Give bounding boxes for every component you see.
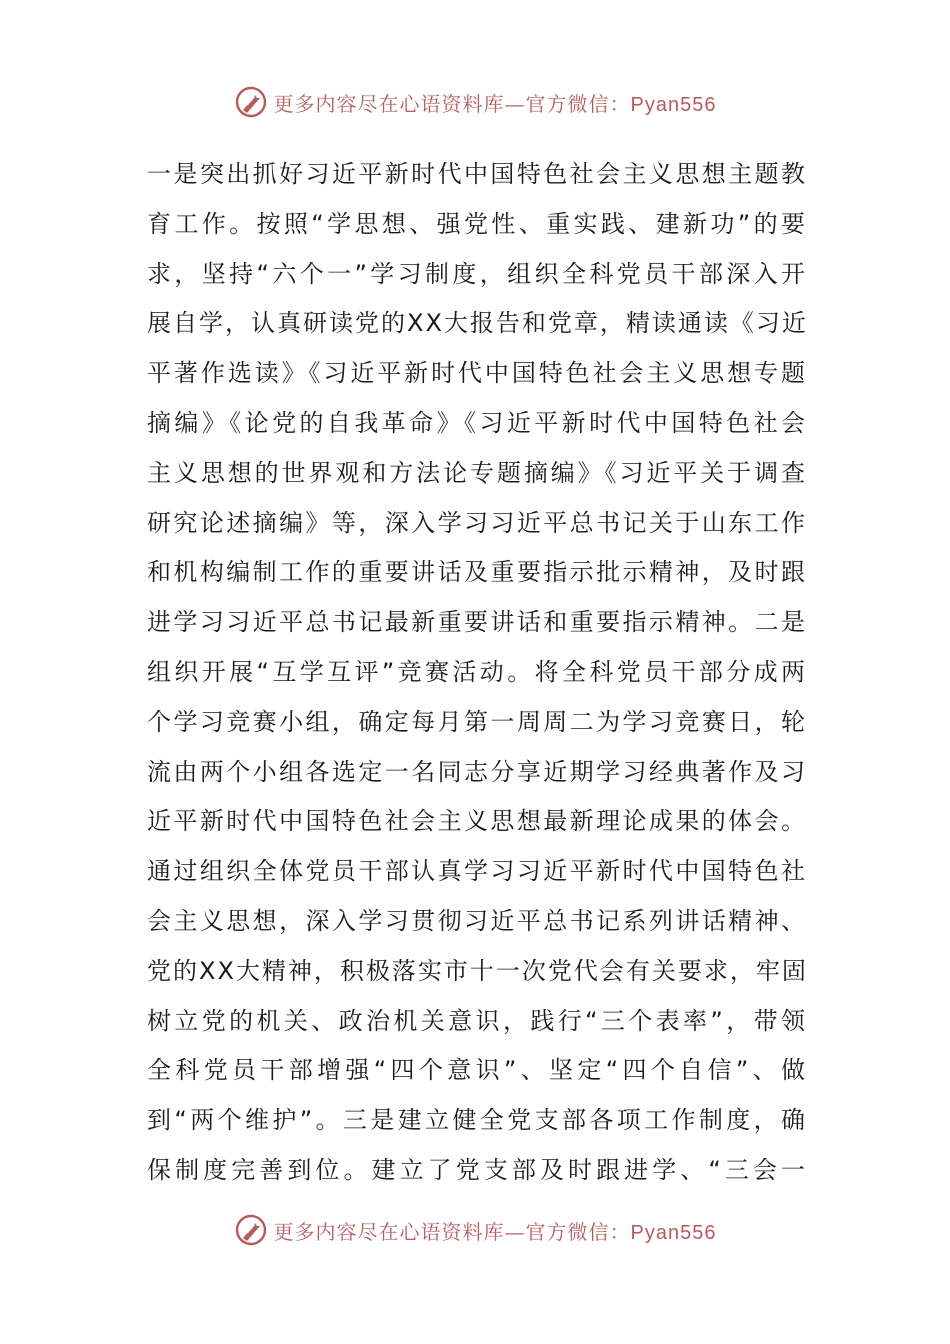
body-line: 保制度完善到位。建立了党支部及时跟进学、“三会一 (147, 1155, 807, 1184)
body-line: 平著作选读》《习近平新时代中国特色社会主义思想专题 (147, 359, 807, 388)
footer-dash: — (504, 1219, 526, 1244)
body-line: 个学习竞赛小组，确定每月第一周周二为学习竞赛日，轮 (147, 707, 807, 736)
footer-brand: 更多内容尽在心语资料库 (273, 1219, 505, 1244)
body-line: 一是突出抓好习近平新时代中国特色社会主义思想主题教 (147, 160, 807, 188)
header-official: 官方微信： (525, 91, 631, 116)
body-line: 树立党的机关、政治机关意识，践行“三个表率”，带领 (147, 1006, 807, 1035)
body-line: 进学习习近平总书记最新重要讲话和重要指示精神。二是 (147, 608, 807, 637)
body-line: 全科党员干部增强“四个意识”、坚定“四个自信”、做 (147, 1056, 807, 1085)
header-text (274, 88, 717, 117)
body-line: 流由两个小组各选定一名同志分享近期学习经典著作及习 (147, 757, 807, 786)
body-line: 展自学，认真研读党的XX大报告和党章，精读通读《习近 (147, 309, 808, 338)
body-line: 主义思想的世界观和方法论专题摘编》《习近平关于调查 (147, 458, 807, 487)
body-line: 研究论述摘编》等，深入学习习近平总书记关于山东工作 (147, 508, 807, 537)
body-line: 通过组织全体党员干部认真学习习近平新时代中国特色社 (147, 857, 807, 886)
body-line: 近平新时代中国特色社会主义思想最新理论成果的体会。 (147, 807, 807, 836)
document-body (147, 150, 807, 1196)
body-line: 和机构编制工作的重要讲话及重要指示批示精神，及时跟 (147, 558, 807, 587)
body-line: 到“两个维护”。三是建立健全党支部各项工作制度，确 (147, 1106, 807, 1135)
header-dash: — (504, 91, 526, 116)
body-line: 求，坚持“六个一”学习制度，组织全科党员干部深入开 (147, 259, 807, 288)
pen-nib-icon (234, 1213, 268, 1247)
body-line: 育工作。按照“学思想、强党性、重实践、建新功”的要 (147, 209, 807, 238)
pen-nib-icon (234, 85, 268, 119)
body-line: 党的XX大精神，积极落实市十一次党代会有关要求，牢固 (147, 956, 808, 985)
body-line: 组织开展“互学互评”竞赛活动。将全科党员干部分成两 (147, 657, 807, 686)
header-brand: 更多内容尽在心语资料库 (273, 91, 505, 116)
body-line: 摘编》《论党的自我革命》《习近平新时代中国特色社会 (147, 408, 807, 437)
footer-text (274, 1216, 717, 1245)
footer-wechat-id: Pyan556 (630, 1221, 717, 1244)
header-wechat-id: Pyan556 (630, 93, 717, 116)
header-banner (0, 82, 950, 122)
footer-official: 官方微信： (525, 1219, 631, 1244)
body-line: 会主义思想，深入学习贯彻习近平总书记系列讲话精神、 (147, 906, 807, 935)
footer-banner (0, 1210, 950, 1250)
